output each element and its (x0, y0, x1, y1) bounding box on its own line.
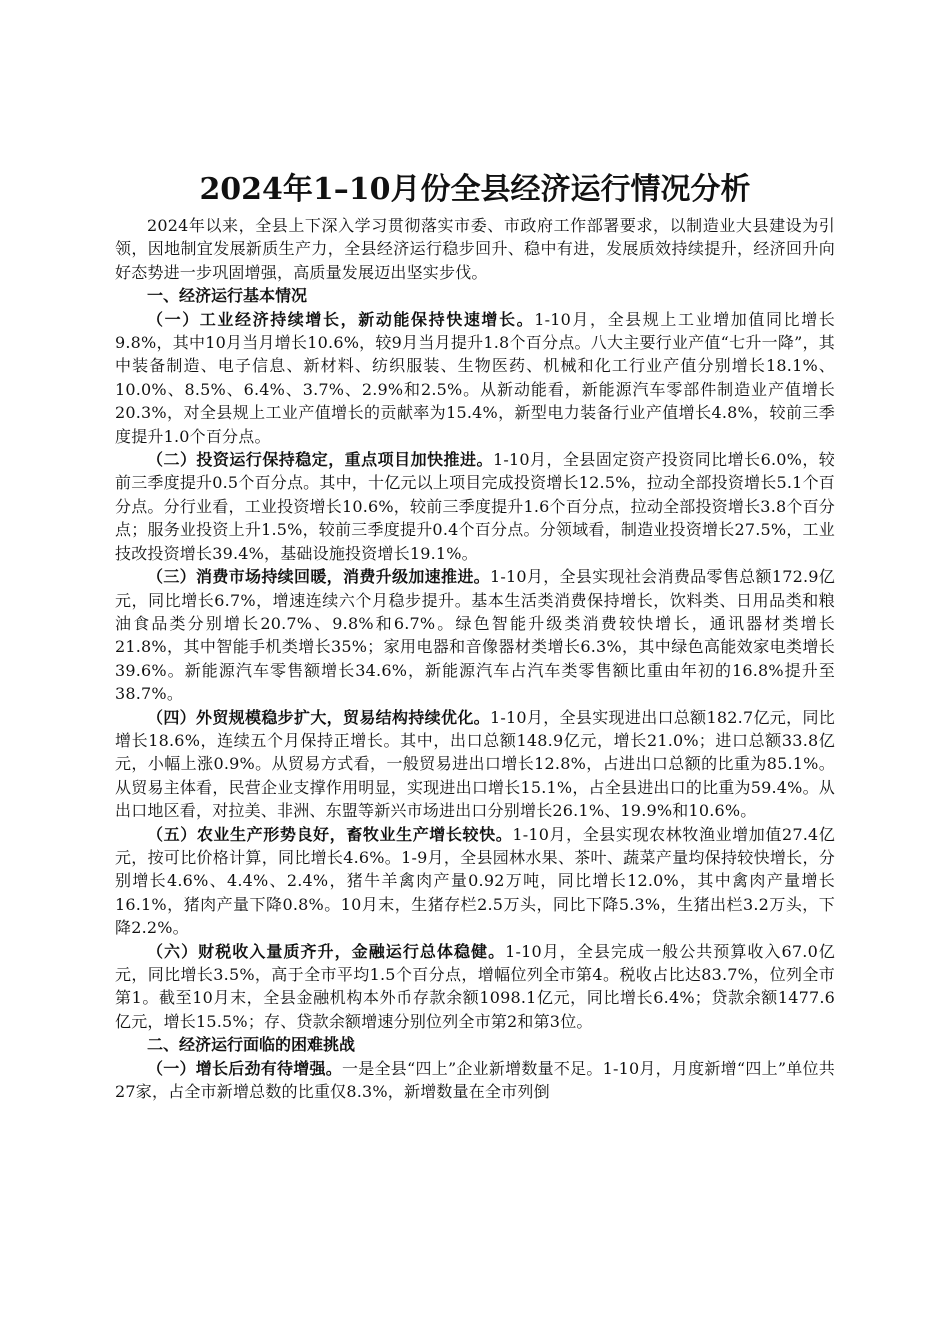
paragraph-body: 1-10月，全县固定资产投资同比增长6.0%，较前三季度提升0.5个百分点。其中，十亿元以上项目完成投资增长12.5%，拉动全部投资增长5.1个百分点。分行业看，工业投资增长10.6%，较前三季度提升1.6个百分点，拉动全部投资增长3.8个百分点；服务业投资上升1.5%，较前三季度提升0.4个百分点。分领域看，制造业投资增长27.5%，工业技改投资增长39.4%，基础设施投资增长19.1%。 (115, 450, 835, 563)
paragraph-body: 1-10月，全县实现社会消费品零售总额172.9亿元，同比增长6.7%，增速连续六个月稳步提升。基本生活类消费保持增长，饮料类、日用品类和粮油食品类分别增长20.7%、9.8%和6.7%。绿色智能升级类消费较快增长，通讯器材类增长21.8%，其中智能手机类增长35%；家用电器和音像器材类增长6.3%，其中绿色高能效家电类增长39.6%。新能源汽车零售额增长34.6%，新能源汽车占汽车类零售额比重由年初的16.8%提升至38.7%。 (115, 567, 835, 704)
document-title: 2024年1–10月份全县经济运行情况分析 (199, 172, 751, 207)
paragraph-body: 1-10月，全县实现进出口总额182.7亿元，同比增长18.6%，连续五个月保持正增长。其中，出口总额148.9亿元，增长21.0%；进口总额33.8亿元，小幅上涨0.9%。从贸易方式看，一般贸易进出口增长12.8%，占进出口总额的比重为85.1%。从贸易主体看，民营企业支撑作用明显，实现进出口增长15.1%，占全县进出口的比重为59.4%。从出口地区看，对拉美、非洲、东盟等新兴市场进出口分别增长26.1%、19.9%和10.6%。 (115, 707, 835, 821)
paragraph-lead: （一）增长后劲有待增强。 (147, 1058, 343, 1078)
paragraph-lead: （四）外贸规模稳步扩大，贸易结构持续优化。 (147, 707, 490, 727)
document-page (115, 168, 835, 1103)
paragraph-body: 1-10月，全县规上工业增加值同比增长9.8%，其中10月当月增长10.6%，较9月当月提升1.8个百分点。八大主要行业产值“七升一降”，其中装备制造、电子信息、新材料、纺织服装、生物医药、机械和化工行业产值分别增长18.1%、10.0%、8.5%、6.4%、3.7%、2.9%和2.5%。从新动能看，新能源汽车零部件制造业产值增长20.3%，对全县规上工业产值增长的贡献率为15.4%，新型电力装备行业产值增长4.8%，较前三季度提升1.0个百分点。 (115, 309, 835, 446)
paragraph-body: 1-10月，全县完成一般公共预算收入67.0亿元，同比增长3.5%，高于全市平均1.5个百分点，增幅位列全市第4。税收占比达83.7%，位列全市第1。截至10月末，全县金融机构本外币存款余额1098.1亿元，同比增长6.4%；贷款余额1477.6亿元，增长15.5%；存、贷款余额增速分别位列全市第2和第3位。 (115, 941, 836, 1031)
paragraph-industry (115, 308, 835, 448)
paragraph-investment (115, 448, 835, 565)
paragraph-consumption (115, 565, 835, 705)
intro-paragraph: 2024年以来，全县上下深入学习贯彻落实市委、市政府工作部署要求，以制造业大县建设为引领，因地制宜发展新质生产力，全县经济运行稳步回升、稳中有进，发展质效持续提升，经济回升向好态势进一步巩固增强，高质量发展迈出坚实步伐。 (115, 216, 835, 282)
paragraph-lead: （二）投资运行保持稳定，重点项目加快推进。 (147, 450, 493, 470)
paragraph-body: 一是全县“四上”企业新增数量不足。1-10月，月度新增“四上”单位共27家，占全市新增总数的比重仅8.3%，新增数量在全市列倒 (115, 1058, 835, 1102)
paragraph-lead: （六）财税收入量质齐升，金融运行总体稳健。 (147, 941, 506, 961)
paragraph-lead: （一）工业经济持续增长，新动能保持快速增长。 (147, 309, 535, 329)
paragraph-foreign-trade (115, 706, 835, 823)
paragraph-fiscal-finance (115, 940, 835, 1034)
section-heading-basic-situation: 一、经济运行基本情况 (147, 286, 308, 306)
paragraph-body: 1-10月，全县实现农林牧渔业增加值27.4亿元，按可比价格计算，同比增长4.6%。1-9月，全县园林水果、茶叶、蔬菜产量均保持较快增长，分别增长4.6%、4.4%、2.4%，猪牛羊禽肉产量0.92万吨，同比增长12.0%，其中禽肉产量增长16.1%，猪肉产量下降0.8%。10月末，生猪存栏2.5万头，同比下降5.3%，生猪出栏3.2万头，下降2.2%。 (115, 824, 836, 938)
paragraph-agriculture (115, 823, 835, 940)
paragraph-lead: （三）消费市场持续回暖，消费升级加速推进。 (147, 567, 490, 587)
paragraph-lead: （五）农业生产形势良好，畜牧业生产增长较快。 (147, 824, 513, 844)
section-heading-challenges: 二、经济运行面临的困难挑战 (147, 1035, 356, 1055)
paragraph-growth-momentum (115, 1057, 835, 1104)
